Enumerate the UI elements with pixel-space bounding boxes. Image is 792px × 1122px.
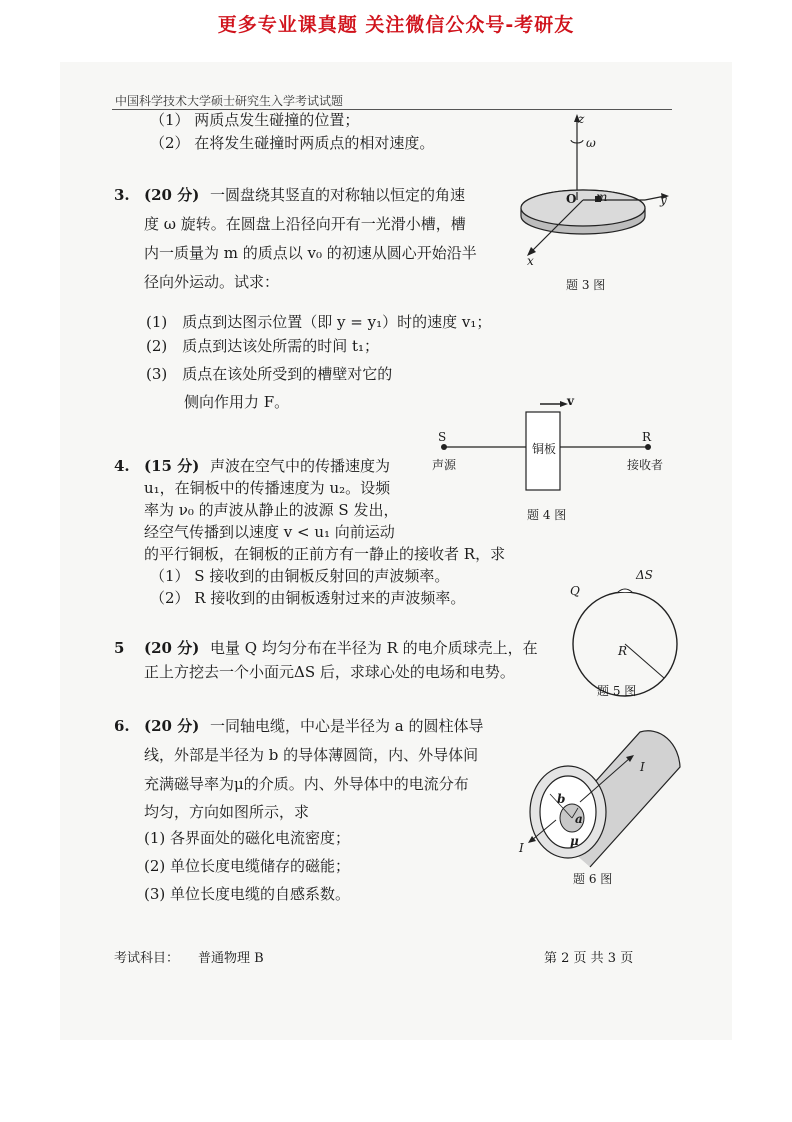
q6-score: (20 分)	[144, 717, 200, 735]
q3-line-3: 内一质量为 m 的质点以 v₀ 的初速从圆心开始沿半	[144, 244, 477, 262]
q3-line-1: 一圆盘绕其竖直的对称轴以恒定的角速	[210, 186, 466, 204]
page-header: 中国科学技术大学硕士研究生入学考试试题	[115, 94, 344, 108]
q3-line-4: 径向外运动。试求：	[144, 273, 280, 291]
q3-item-3: (3) 质点在该处所受到的槽壁对它的	[146, 365, 393, 383]
q3-number: 3.	[114, 186, 130, 204]
q6-line-2: 线，外部是半径为 b 的导体薄圆筒，内、外导体间	[144, 746, 479, 764]
receiver-dot	[645, 444, 651, 450]
q4-fig-R: R	[642, 430, 652, 444]
q4-fig-caption: 题 4 图	[527, 508, 567, 522]
q3-fig-omega: ω	[586, 136, 596, 150]
q6-fig-I-top: I	[640, 760, 645, 774]
q4-fig-source: 声源	[432, 458, 457, 472]
q6-fig-a: a	[575, 812, 583, 826]
q6-item-1: (1) 各界面处的磁化电流密度；	[144, 829, 351, 847]
footer-page-count: 第 2 页 共 3 页	[544, 951, 634, 966]
q4-line-3: 率为 ν₀ 的声波从静止的波源 S 发出，	[144, 501, 399, 519]
q2-item-2: （2） 在将发生碰撞时两质点的相对速度。	[150, 134, 435, 152]
q5-fig-dS: ΔS	[636, 568, 653, 582]
q6-fig-caption: 题 6 图	[573, 872, 613, 886]
q4-line-1: 声波在空气中的传播速度为	[210, 457, 391, 475]
removed-area	[618, 589, 632, 592]
q4-score: (15 分)	[144, 457, 200, 475]
q4-fig-S: S	[438, 430, 447, 444]
q6-number: 6.	[114, 717, 130, 735]
q3-item-3-cont: 侧向作用力 F。	[184, 393, 290, 411]
radius-line	[625, 644, 664, 678]
q3-line-2: 度 ω 旋转。在圆盘上沿径向开有一光滑小槽，槽	[144, 215, 466, 233]
q3-fig-z: z	[578, 112, 585, 126]
q5-line-1: 电量 Q 均匀分布在半径为 R 的电介质球壳上，在	[210, 639, 538, 657]
q4-item-1: （1） S 接收到的由铜板反射回的声波频率。	[150, 567, 450, 585]
banner: 更多专业课真题 关注微信公众号-考研友	[217, 14, 575, 36]
q3-fig-mass: m	[596, 190, 608, 204]
q6-coax-figure	[520, 712, 690, 862]
q3-fig-x: x	[527, 254, 534, 268]
q4-number: 4.	[114, 457, 130, 475]
q3-fig-caption: 题 3 图	[566, 278, 606, 292]
q6-item-3: (3) 单位长度电缆的自感系数。	[144, 885, 351, 903]
q3-item-2: (2) 质点到达该处所需的时间 t₁；	[146, 337, 380, 355]
q5-fig-Q: Q	[570, 584, 580, 598]
q4-item-2: （2） R 接收到的由铜板透射过来的声波频率。	[150, 589, 466, 607]
q5-score: (20 分)	[144, 639, 200, 657]
q6-line-4: 均匀，方向如图所示，求	[144, 803, 310, 821]
q6-line-3: 充满磁导率为μ的介质。内、外导体中的电流分布	[144, 775, 469, 793]
q4-plate-figure	[440, 400, 680, 490]
q6-line-1: 一同轴电缆，中心是半径为 a 的圆柱体导	[210, 717, 484, 735]
footer-subject-label: 考试科目：	[114, 951, 180, 966]
q4-fig-plate: 铜板	[532, 442, 557, 456]
q5-line-2: 正上方挖去一个小面元ΔS 后，求球心处的电场和电势。	[144, 663, 515, 681]
footer-subject: 普通物理 B	[198, 951, 264, 966]
q4-fig-receiver: 接收者	[627, 458, 664, 472]
q4-line-5: 的平行铜板，在铜板的正前方有一静止的接收者 R，求	[144, 545, 506, 563]
q6-fig-mu: μ	[570, 834, 579, 848]
q6-fig-I-bottom: I	[519, 841, 524, 855]
q3-item-1: (1) 质点到达图示位置（即 y = y₁）时的速度 v₁；	[146, 313, 492, 331]
q5-fig-caption: 题 5 图	[597, 684, 637, 698]
q3-fig-y: y	[660, 193, 667, 207]
q4-line-2: u₁，在铜板中的传播速度为 u₂。设频	[144, 479, 391, 497]
q5-fig-R: R	[618, 644, 628, 658]
q4-line-4: 经空气传播到以速度 v < u₁ 向前运动	[144, 523, 395, 541]
q4-fig-v: v	[567, 394, 574, 408]
q6-item-2: (2) 单位长度电缆储存的磁能；	[144, 857, 351, 875]
q6-fig-b: b	[557, 792, 566, 806]
q2-item-1: （1） 两质点发生碰撞的位置；	[150, 111, 360, 129]
q3-score: (20 分)	[144, 186, 200, 204]
q3-fig-origin: O	[566, 192, 577, 206]
q5-number: 5	[114, 639, 125, 657]
